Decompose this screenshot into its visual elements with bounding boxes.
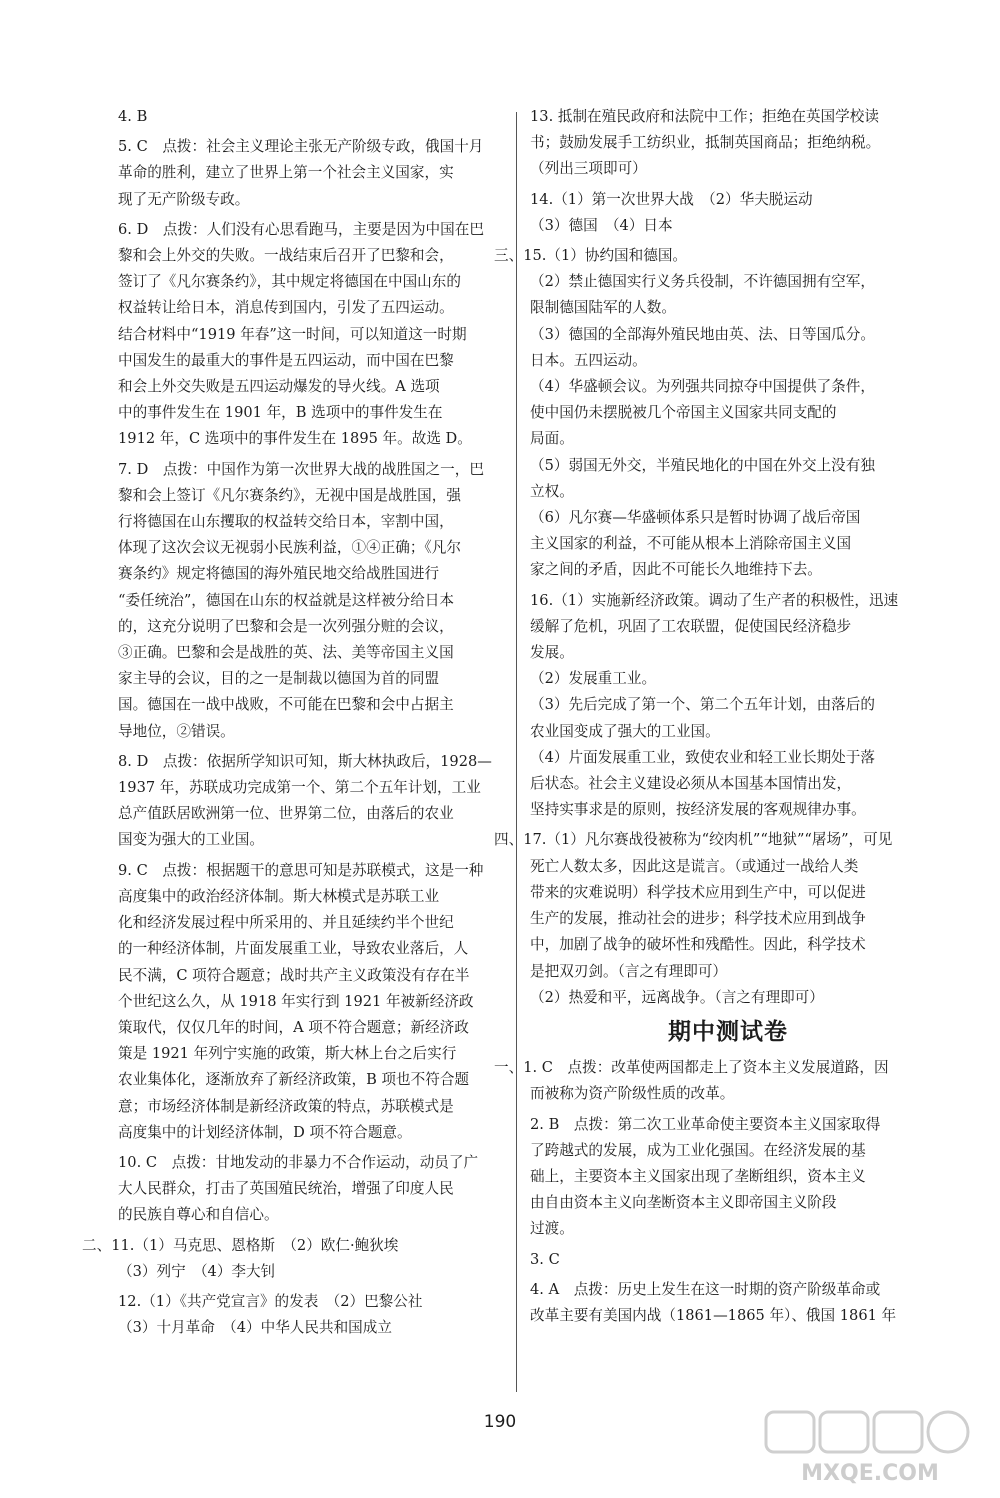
watermark-logo	[760, 1408, 980, 1488]
answer-line: 黎和会上签订《凡尔赛条约》，无视中国是战胜国，强	[118, 486, 461, 504]
answer-item	[118, 104, 510, 130]
answer-line: 发展。	[530, 644, 574, 662]
answer-item	[530, 588, 926, 824]
answer-line: 家之间的矛盾，因此不可能长久地维持下去。	[530, 561, 822, 579]
answer-item	[494, 827, 926, 1010]
answer-line: 的，这充分说明了巴黎和会是一次列强分赃的会议，	[118, 617, 454, 635]
answer-item	[494, 243, 926, 584]
answer-line: 立权。	[530, 482, 574, 500]
answer-line: 主义国家的利益，不可能从根本上消除帝国主义国	[530, 535, 852, 553]
answer-line: 化和经济发展过程中所采用的、并且延续约半个世纪	[118, 914, 454, 932]
left-column	[82, 104, 510, 1345]
answer-line: 4. B	[118, 108, 148, 125]
answer-line: 策取代，仅仅几年的时间，A 项不符合题意；新经济政	[118, 1018, 469, 1036]
answer-line: （2）发展重工业。	[530, 670, 657, 688]
answer-item	[118, 858, 510, 1146]
answer-line: 14.（1）第一次世界大战 （2）华夫脱运动	[530, 190, 813, 208]
watermark-text: MXQE.COM	[801, 1461, 939, 1486]
answer-line: （3）先后完成了第一个、第二个五年计划，由落后的	[530, 696, 875, 714]
answer-line: 权益转让给日本，消息传到国内，引发了五四运动。	[118, 299, 454, 317]
answer-line: 4. A 点拨：历史上发生在这一时期的资产阶级革命或	[530, 1280, 881, 1298]
answer-line: 家主导的会议，目的之一是制裁以德国为首的同盟	[118, 670, 440, 688]
answers-continued	[494, 104, 926, 1011]
answer-line: 由自由资本主义向垄断资本主义即帝国主义阶段	[530, 1194, 837, 1212]
answer-line: 过渡。	[530, 1220, 574, 1238]
answer-line: 1912 年，C 选项中的事件发生在 1895 年。故选 D。	[118, 430, 472, 448]
answer-line: 革命的胜利，建立了世界上第一个社会主义国家，实	[118, 164, 454, 182]
answer-line: 中，加剧了战争的破坏性和残酷性。因此，科学技术	[530, 936, 866, 954]
answer-line: 坚持实事求是的原则，按经济发展的客观规律办事。	[530, 801, 866, 819]
answer-line: 农业国变成了强大的工业国。	[530, 722, 720, 740]
answer-line: 13. 抵制在殖民政府和法院中工作；拒绝在英国学校读	[530, 108, 879, 125]
column-divider	[516, 112, 517, 1392]
answer-line: 二、11.（1）马克思、恩格斯 （2）欧仁·鲍狄埃	[82, 1236, 399, 1254]
answer-item	[118, 1150, 510, 1229]
answer-line: （2）禁止德国实行义务兵役制，不许德国拥有空军，	[530, 273, 875, 291]
answer-line: （4）华盛顿会议。为列强共同掠夺中国提供了条件，	[530, 378, 875, 396]
answer-line: 的民族自尊心和自信心。	[118, 1206, 279, 1224]
answer-item	[530, 187, 926, 239]
answer-line: （4）片面发展重工业，致使农业和轻工业长期处于落	[530, 748, 875, 766]
answer-line: 体现了这次会议无视弱小民族利益，①④正确；《凡尔	[118, 539, 461, 557]
answer-line: 生产的发展，推动社会的进步；科学技术应用到战争	[530, 910, 866, 928]
answer-line: 意；市场经济体制是新经济政策的特点，苏联模式是	[118, 1097, 454, 1115]
answer-line: 导地位，②错误。	[118, 722, 235, 740]
answer-line: （5）弱国无外交，半殖民地化的中国在外交上没有独	[530, 456, 875, 474]
answer-line: 改革主要有美国内战（1861—1865 年）、俄国 1861 年	[530, 1306, 897, 1324]
answer-line: “委任统治”，德国在山东的权益就是这样被分给日本	[118, 591, 454, 609]
answer-line: 民不满，C 项符合题意；战时共产主义政策没有存在半	[118, 966, 470, 984]
midterm-answers	[494, 1055, 926, 1329]
answer-line: 限制德国陆军的人数。	[530, 299, 676, 317]
answer-line: 中的事件发生在 1901 年，B 选项中的事件发生在	[118, 404, 443, 422]
answer-line: （3）十月革命 （4）中华人民共和国成立	[118, 1319, 392, 1337]
answer-line: 签订了《凡尔赛条约》，其中规定将德国在中国山东的	[118, 273, 461, 291]
answer-line: 死亡人数太多，因此这是谎言。（或通过一战给人类	[530, 857, 859, 875]
answer-line: 个世纪这么久，从 1918 年实行到 1921 年被新经济政	[118, 992, 474, 1010]
answer-line: 赛条约》规定将德国的海外殖民地交给战胜国进行	[118, 565, 440, 583]
answer-line: 高度集中的计划经济体制，D 项不符合题意。	[118, 1123, 412, 1141]
answer-line: 的一种经济体制，片面发展重工业，导致农业落后，人	[118, 940, 469, 958]
answer-line: （6）凡尔赛—华盛顿体系只是暂时协调了战后帝国	[530, 509, 861, 527]
answer-line: 8. D 点拨：依据所学知识可知，斯大林执政后，1928—	[118, 752, 492, 770]
answer-line: （3）德国的全部海外殖民地由英、法、日等国瓜分。	[530, 325, 875, 343]
answer-line: 日本。五四运动。	[530, 351, 647, 369]
answer-line: 缓解了危机，巩固了工农联盟，促使国民经济稳步	[530, 617, 852, 635]
answer-line: 三、15.（1）协约国和德国。	[494, 247, 688, 265]
answer-line: 农业集体化，逐渐放弃了新经济政策，B 项也不符合题	[118, 1071, 470, 1089]
answer-line: 础上，主要资本主义国家出现了垄断组织，资本主义	[530, 1167, 866, 1185]
answer-line: 6. D 点拨：人们没有心思看跑马，主要是因为中国在巴	[118, 220, 484, 238]
answer-line: 16.（1）实施新经济政策。调动了生产者的积极性，迅速	[530, 591, 899, 609]
answer-line: 四、17.（1）凡尔赛战役被称为“绞肉机”“地狱”“屠场”，可见	[494, 831, 893, 849]
answer-line: 中国发生的最重大的事件是五四运动，而中国在巴黎	[118, 351, 454, 369]
answer-line: 10. C 点拨：甘地发动的非暴力不合作运动，动员了广	[118, 1153, 479, 1171]
answer-item	[494, 1055, 926, 1107]
answer-line: 现了无产阶级专政。	[118, 190, 250, 208]
answer-line: 书；鼓励发展手工纺织业，抵制英国商品；拒绝纳税。	[530, 134, 881, 152]
answer-line: （2）热爱和平，远离战争。（言之有理即可）	[530, 988, 824, 1006]
answer-line: 国变为强大的工业国。	[118, 831, 264, 849]
answer-line: 结合材料中“1919 年春”这一时间，可以知道这一时期	[118, 325, 467, 343]
answer-item	[530, 1247, 926, 1273]
answer-line: 而被称为资产阶级性质的改革。	[530, 1085, 735, 1103]
answer-line: 3. C	[530, 1250, 560, 1268]
answer-line: 大人民群众，打击了英国殖民统治，增强了印度人民	[118, 1180, 454, 1198]
answer-line: 7. D 点拨：中国作为第一次世界大战的战胜国之一，巴	[118, 460, 484, 478]
answer-item	[530, 104, 926, 183]
answer-item	[530, 1277, 926, 1329]
answer-item	[118, 217, 510, 453]
answer-line: 是把双刃剑。（言之有理即可）	[530, 962, 728, 980]
section-title: 期中测试卷	[668, 1018, 788, 1045]
answer-line: 一、1. C 点拨：改革使两国都走上了资本主义发展道路，因	[494, 1059, 889, 1077]
answer-line: 2. B 点拨：第二次工业革命使主要资本主义国家取得	[530, 1115, 881, 1133]
answer-line: 12.（1）《共产党宣言》的发表 （2）巴黎公社	[118, 1292, 423, 1310]
answer-item	[118, 1289, 510, 1341]
answer-item	[118, 134, 510, 213]
answer-line: （3）德国 （4）日本	[530, 216, 673, 234]
answer-line: 使中国仍未摆脱被几个帝国主义国家共同支配的	[530, 404, 837, 422]
answer-item	[82, 1233, 510, 1285]
page-number: 190	[483, 1412, 517, 1432]
answer-line: ③正确。巴黎和会是战胜的英、法、美等帝国主义国	[118, 644, 454, 662]
answer-line: 5. C 点拨：社会主义理论主张无产阶级专政，俄国十月	[118, 138, 484, 156]
answer-item	[118, 457, 510, 745]
right-column	[494, 104, 926, 1333]
answer-line: 了跨越式的发展，成为工业化强国。在经济发展的基	[530, 1141, 866, 1159]
answer-line: 国。德国在一战中战败，不可能在巴黎和会中占据主	[118, 696, 454, 714]
answer-line: 1937 年，苏联成功完成第一个、第二个五年计划，工业	[118, 779, 481, 797]
answer-line: （列出三项即可）	[530, 160, 647, 178]
answer-line: 行将德国在山东攫取的权益转交给日本，宰割中国，	[118, 513, 454, 531]
answer-item	[118, 749, 510, 854]
answer-line: 9. C 点拨：根据题干的意思可知是苏联模式，这是一种	[118, 861, 484, 879]
answer-item	[530, 1112, 926, 1243]
answer-line: 和会上外交失败是五四运动爆发的导火线。A 选项	[118, 378, 440, 396]
answer-line: 高度集中的政治经济体制。斯大林模式是苏联工业	[118, 887, 440, 905]
answer-line: 后状态。社会主义建设必须从本国基本国情出发，	[530, 775, 852, 793]
answer-line: 局面。	[530, 430, 574, 448]
answer-line: 黎和会上外交的失败。一战结束后召开了巴黎和会，	[118, 247, 454, 265]
answer-line: （3）列宁 （4）李大钊	[118, 1262, 276, 1280]
answer-line: 带来的灾难说明）科学技术应用到生产中，可以促进	[530, 883, 866, 901]
answer-line: 策是 1921 年列宁实施的政策，斯大林上台之后实行	[118, 1045, 457, 1063]
answer-line: 总产值跃居欧洲第一位、世界第二位，由落后的农业	[118, 805, 454, 823]
